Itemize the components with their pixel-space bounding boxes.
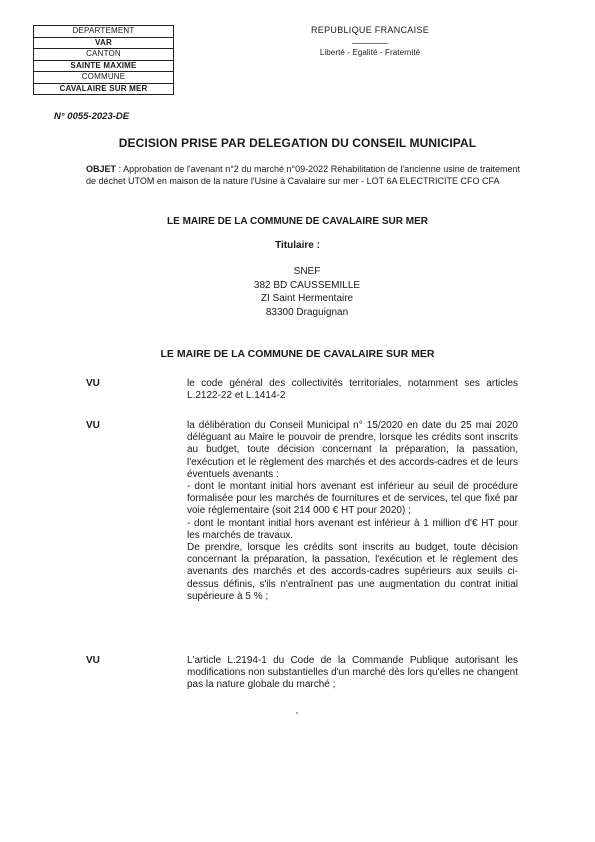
vu-item-article-l2194: [187, 655, 518, 692]
vu-item-code-general: [187, 378, 518, 402]
vu-label: VU: [86, 655, 100, 666]
vu-item-deliberation: [187, 420, 518, 603]
address-line: SNEF: [293, 266, 321, 277]
vu-paragraph: De prendre, lorsque les crédits sont inscrits au budget, toute décision concernant la préparation, la passation, l'exécution et le règlement des avenants des marchés et des accords-cadres supérieurs aux seuils ci-dessus définis, s'ils n'entraînent pas une augmentation du contrat initial supérieure à 5 % ;: [187, 542, 518, 602]
vu-label: VU: [86, 378, 100, 389]
vu-paragraph: la délibération du Conseil Municipal n° 15/2020 en date du 25 mai 2020 déléguant au Maire le pouvoir de prendre, lorsque les crédits sont inscrits au budget, toute décision concernant la préparation, la passation, l'exécution et le règlement des marchés et des accords-cadres et de leurs éventuels avenants :: [187, 420, 518, 480]
admin-table-cell: COMMUNE: [34, 72, 174, 84]
admin-table-cell: DEPARTEMENT: [34, 26, 174, 38]
admin-table-cell: SAINTE MAXIME: [34, 60, 174, 72]
admin-table-row: [34, 83, 174, 95]
admin-table-row: [34, 49, 174, 61]
heading-maire-1: LE MAIRE DE LA COMMUNE DE CAVALAIRE SUR MER: [167, 216, 428, 227]
address-line: 382 BD CAUSSEMILLE: [253, 279, 361, 291]
objet-paragraph: [86, 164, 520, 187]
objet-text: : Approbation de l'avenant n°2 du marché n°09-2022 Réhabilitation de l'ancienne usine de traitement de déchet UTOM en maison de la nature l'Usine à Cavalaire sur mer - LOT 6A ELECTRICITE CFO CFA: [86, 164, 520, 186]
admin-table-row: [34, 60, 174, 72]
address-line: 83300 Draguignan: [265, 306, 349, 318]
vu-label: VU: [86, 420, 100, 431]
objet-label: OBJET: [86, 164, 117, 174]
republic-divider: [352, 43, 388, 44]
administrative-location-table: [33, 25, 174, 95]
vu-paragraph: le code général des collectivités territoriales, notamment ses articles L.2122-22 et L.1414-2: [187, 378, 518, 402]
admin-table-row: [34, 72, 174, 84]
admin-table-cell: CAVALAIRE SUR MER: [34, 83, 174, 95]
titulaire-address: [0, 265, 595, 319]
admin-table-row: [34, 26, 174, 38]
heading-maire-2: LE MAIRE DE LA COMMUNE DE CAVALAIRE SUR MER: [160, 348, 435, 360]
decision-number: N° 0055-2023-DE: [54, 111, 130, 122]
admin-table-row: [34, 37, 174, 49]
republic-title: REPUBLIQUE FRANCAISE: [310, 25, 430, 35]
scan-speck: [296, 712, 298, 714]
admin-table-cell: VAR: [34, 37, 174, 49]
vu-paragraph: L'article L.2194-1 du Code de la Commande Publique autorisant les modifications non substantielles d'un marché dès lors qu'elles ne changent pas la nature globale du marché ;: [187, 655, 518, 691]
address-line: ZI Saint Hermentaire: [260, 293, 354, 304]
vu-paragraph: - dont le montant initial hors avenant est inférieur à 1 million d'€ HT pour les marchés de travaux.: [187, 517, 518, 541]
titulaire-label: Titulaire :: [275, 240, 320, 251]
vu-paragraph: - dont le montant initial hors avenant est inférieur au seuil de procédure formalisée pour les marchés de fournitures et de services, tel que fixé par voie réglementaire (soit 214 000 € HT pour 2020) ;: [187, 481, 518, 517]
republic-motto: Liberté - Egalité - Fraternité: [319, 48, 421, 57]
admin-table-cell: CANTON: [34, 49, 174, 61]
republic-header: [300, 25, 440, 57]
page-title: DECISION PRISE PAR DELEGATION DU CONSEIL MUNICIPAL: [118, 136, 477, 150]
